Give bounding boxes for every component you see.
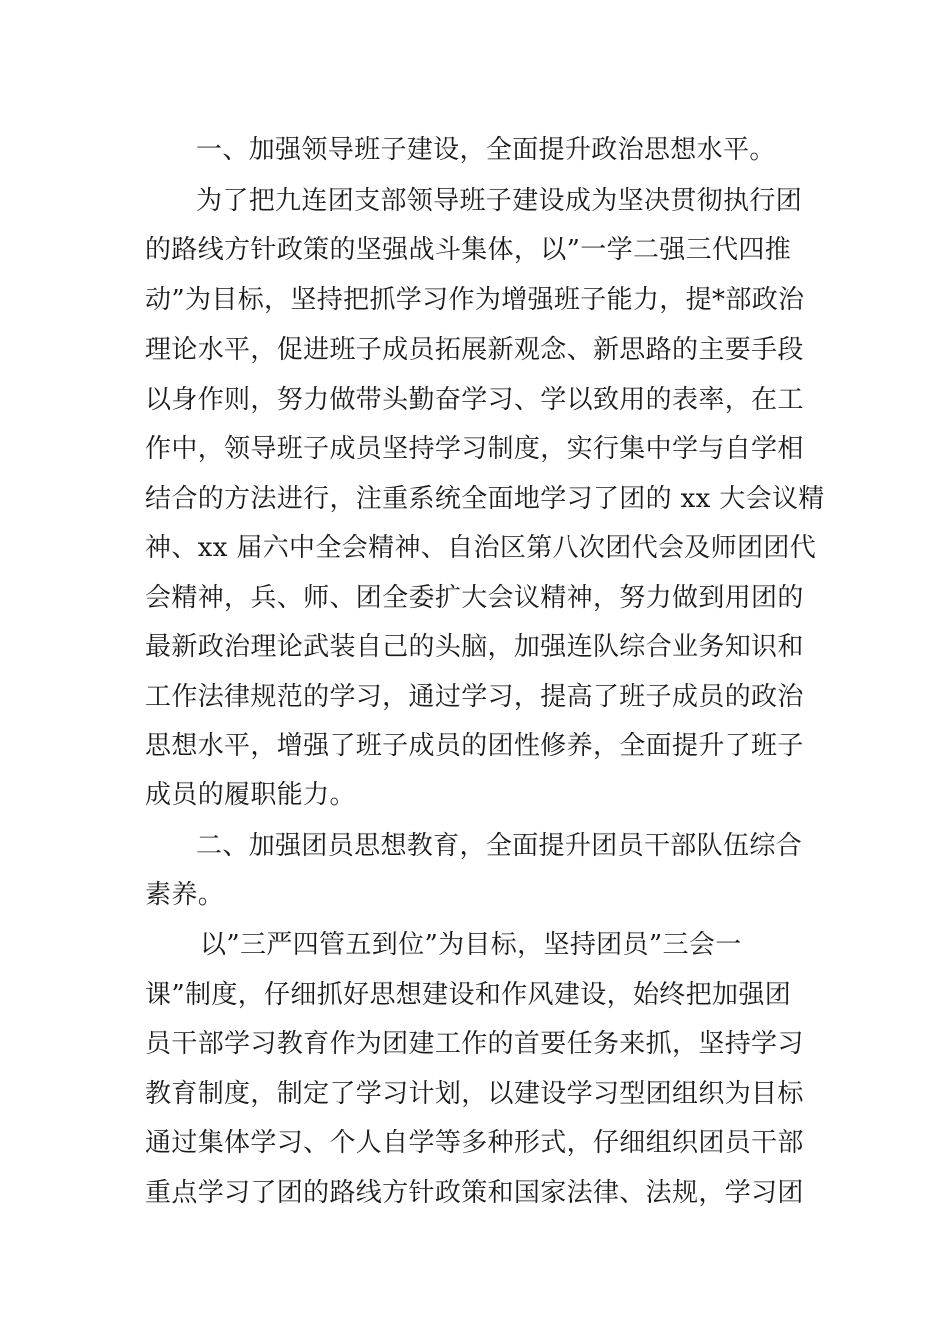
paragraph-line: 课”制度，仔细抓好思想建设和作风建设，始终把加强团 [145, 980, 792, 1010]
paragraph-line: 通过集体学习、个人自学等多种形式，仔细组织团员干部 [145, 1128, 804, 1158]
paragraph-line: 的路线方针政策的坚强战斗集体，以”一学二强三代四推 [145, 235, 792, 265]
paragraph-line: 以”三严四管五到位”为目标，坚持团员”三会一 [200, 930, 742, 960]
paragraph-line: 重点学习了团的路线方针政策和国家法律、法规，学习团 [145, 1178, 804, 1208]
section-heading-2: 二、加强团员思想教育，全面提升团员干部队伍综合 [196, 831, 803, 861]
paragraph-line: 以身作则，努力做带头勤奋学习、学以致用的表率，在工 [145, 385, 804, 415]
section-heading-1: 一、加强领导班子建设，全面提升政治思想水平。 [196, 135, 776, 165]
paragraph-line: 工作法律规范的学习，通过学习，提高了班子成员的政治 [145, 682, 804, 712]
paragraph-line: 成员的履职能力。 [145, 780, 356, 810]
section-heading-2-continued: 素养。 [145, 880, 225, 910]
paragraph-line: 神、xx 届六中全会精神、自治区第八次团代会及师团团代 [145, 533, 817, 563]
paragraph-line: 会精神，兵、师、团全委扩大会议精神，努力做到用团的 [145, 583, 804, 613]
paragraph-line: 结合的方法进行，注重系统全面地学习了团的 xx 大会议精 [145, 484, 825, 514]
paragraph-line: 为了把九连团支部领导班子建设成为坚决贯彻执行团 [196, 186, 803, 216]
paragraph-line: 教育制度，制定了学习计划，以建设学习型团组织为目标 [145, 1079, 804, 1109]
paragraph-line: 动”为目标，坚持把抓学习作为增强班子能力，提*部政治 [145, 285, 805, 315]
paragraph-line: 思想水平，增强了班子成员的团性修养，全面提升了班子 [145, 731, 804, 761]
paragraph-line: 员干部学习教育作为团建工作的首要任务来抓，坚持学习 [145, 1029, 804, 1059]
paragraph-line: 最新政治理论武装自己的头脑，加强连队综合业务知识和 [145, 632, 804, 662]
paragraph-line: 理论水平，促进班子成员拓展新观念、新思路的主要手段 [145, 335, 804, 365]
paragraph-line: 作中，领导班子成员坚持学习制度，实行集中学与自学相 [145, 434, 804, 464]
